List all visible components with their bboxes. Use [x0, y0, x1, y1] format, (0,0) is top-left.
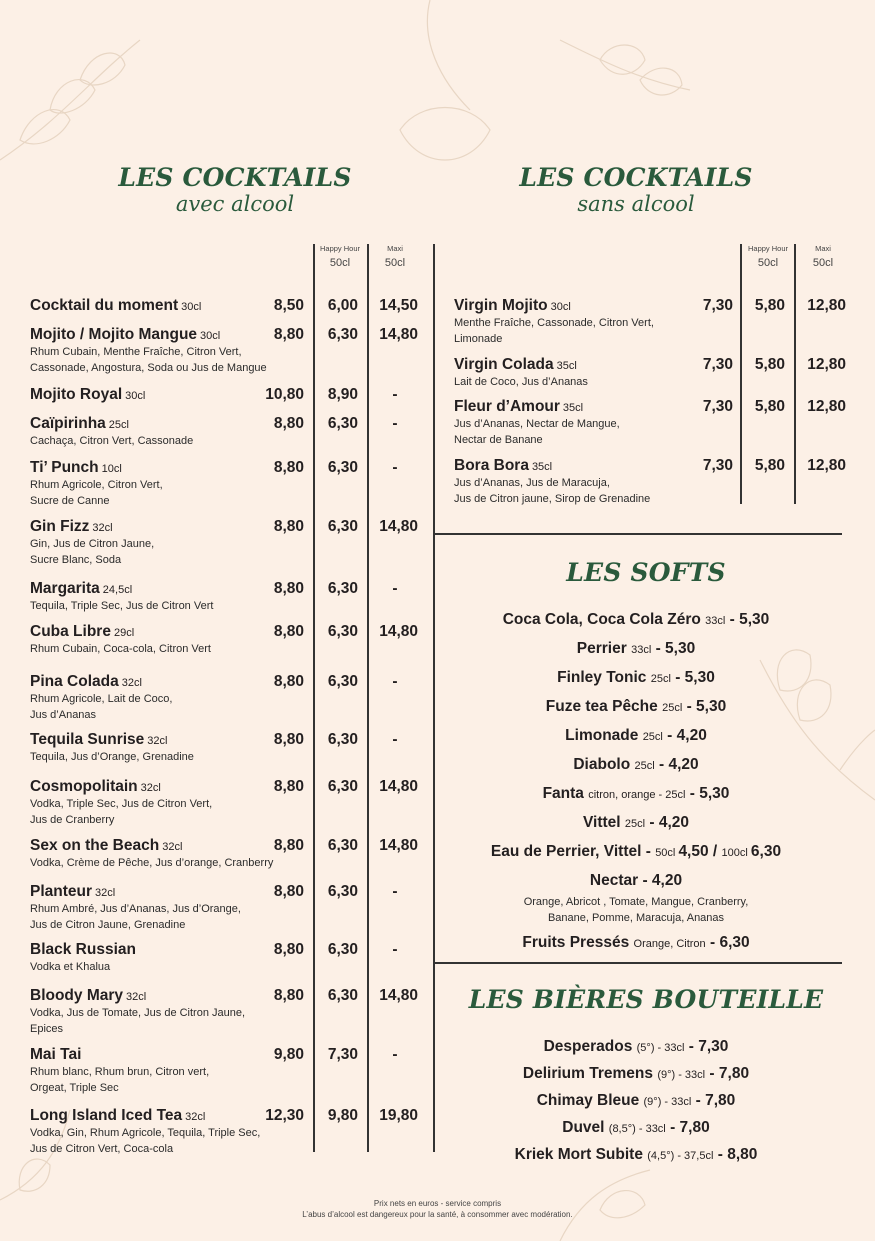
item-name — [30, 883, 115, 902]
label-text: Chimay Bleue — [536, 1092, 644, 1109]
item-name-text: Mojito / Mojito Mangue — [30, 326, 198, 343]
price-happy-hour: 6,30 — [327, 580, 358, 597]
item-description: Rhum Ambré, Jus d’Ananas, Jus d’Orange, — [30, 903, 241, 915]
price-line — [436, 780, 836, 809]
item-volume: 35cl — [562, 402, 584, 414]
label-text: - 8,80 — [713, 1146, 758, 1163]
item-name-text: Long Island Iced Tea — [30, 1107, 183, 1124]
price-regular: 8,80 — [273, 580, 304, 597]
price-happy-hour: 5,80 — [754, 297, 785, 314]
maxi-column-header — [369, 244, 421, 269]
price-line — [436, 867, 836, 894]
footer-alcohol-warning: L’abus d’alcool est dangereux pour la santé, à consommer avec modération. — [302, 1210, 573, 1219]
item-description: Rhum Agricole, Lait de Coco, — [30, 693, 173, 705]
item-description: Gin, Jus de Citron Jaune, — [30, 538, 155, 550]
column-divider — [740, 244, 742, 504]
cocktails-alcool-title — [30, 163, 440, 216]
softs-list — [436, 606, 836, 958]
price-happy-hour: 5,80 — [754, 457, 785, 474]
header-volume: 50cl — [384, 257, 406, 269]
detail-text: 25cl — [650, 673, 671, 685]
label-text: - 5,30 — [670, 669, 715, 686]
item-description: Jus de Citron jaune, Sirop de Grenadine — [454, 492, 651, 505]
label-text: Limonade — [565, 727, 643, 744]
item-description: Menthe Fraîche, Cassonade, Citron Vert, — [454, 317, 654, 329]
detail-text: Orange, Citron — [633, 938, 706, 950]
price-line — [436, 751, 836, 780]
price-maxi: - — [392, 386, 398, 403]
item-volume: 32cl — [185, 1111, 206, 1123]
price-maxi: 14,80 — [379, 518, 418, 535]
price-line — [436, 635, 836, 664]
price-maxi: 14,80 — [379, 987, 418, 1004]
item-volume: 32cl — [121, 677, 142, 689]
section-title: LES COCKTAILS — [519, 163, 753, 192]
header-label: Happy Hour — [319, 244, 361, 253]
price-regular: 7,30 — [702, 398, 733, 415]
item-description: Sucre de Canne — [30, 494, 110, 507]
item-description: Cassonade, Angostura, Soda ou Jus de Mangue — [30, 361, 267, 374]
price-happy-hour: 6,30 — [327, 941, 358, 958]
item-description: Nectar de Banane — [454, 433, 543, 446]
item-volume: 32cl — [162, 841, 183, 853]
price-happy-hour: 9,80 — [327, 1107, 358, 1124]
item-name-text: Fleur d’Amour — [454, 398, 560, 415]
detail-text: (9°) - 33cl — [657, 1069, 706, 1081]
detail-text: (5°) - 33cl — [636, 1042, 685, 1054]
price-happy-hour: 5,80 — [754, 398, 785, 415]
detail-text: 25cl — [662, 702, 683, 714]
item-name — [30, 459, 122, 478]
price-line — [436, 664, 836, 693]
label-text: - 4,20 — [654, 756, 699, 773]
item-name — [454, 457, 552, 476]
item-name-text: Pina Colada — [30, 673, 119, 690]
section-divider — [433, 533, 842, 535]
label-text: - 5,30 — [725, 611, 770, 628]
price-maxi: 12,80 — [807, 457, 846, 474]
label-text: - 4,20 — [645, 814, 690, 831]
header-label: Maxi — [815, 244, 831, 253]
item-name — [454, 297, 571, 316]
item-description: Jus d’Ananas — [30, 708, 97, 721]
price-maxi: 12,80 — [807, 356, 846, 373]
happy-hour-column-header — [313, 244, 367, 269]
price-happy-hour: 6,30 — [327, 623, 358, 640]
price-maxi: - — [392, 731, 398, 748]
item-name-text: Mai Tai — [30, 1046, 82, 1063]
detail-text: 25cl — [642, 731, 663, 743]
label-text: Coca Cola, Coca Cola Zéro — [502, 611, 706, 628]
item-description: Jus de Citron Vert, Coca-cola — [30, 1142, 174, 1155]
price-regular: 9,80 — [273, 1046, 304, 1063]
column-divider — [794, 244, 796, 504]
price-maxi: - — [392, 459, 398, 476]
item-name — [30, 518, 113, 537]
price-regular: 8,80 — [273, 837, 304, 854]
item-description: Jus d’Ananas, Jus de Maracuja, — [454, 477, 610, 489]
item-name-text: Cosmopolitain — [30, 778, 138, 795]
column-divider — [367, 244, 369, 1152]
item-description: Vodka, Crème de Pêche, Jus d’orange, Cranberry — [30, 857, 274, 869]
price-happy-hour: 5,80 — [754, 356, 785, 373]
price-maxi: 12,80 — [807, 297, 846, 314]
price-line — [436, 606, 836, 635]
detail-text: (4,5°) - 37,5cl — [647, 1150, 714, 1162]
label-text: - 7,80 — [665, 1119, 710, 1136]
label-text: Desperados — [543, 1038, 637, 1055]
item-description: Rhum Cubain, Coca-cola, Citron Vert — [30, 643, 211, 655]
header-volume: 50cl — [812, 257, 834, 269]
item-name-text: Cuba Libre — [30, 623, 111, 640]
price-regular: 8,80 — [273, 941, 304, 958]
item-description: Limonade — [454, 332, 503, 345]
price-regular: 7,30 — [702, 297, 733, 314]
detail-text: 25cl — [634, 760, 655, 772]
header-label: Happy Hour — [747, 244, 789, 253]
item-description: Jus d’Ananas, Nectar de Mangue, — [454, 418, 620, 430]
detail-text: 33cl — [705, 615, 726, 627]
item-volume: 29cl — [113, 627, 135, 639]
label-text: Eau de Perrier, Vittel - — [490, 843, 656, 860]
item-name — [30, 778, 161, 797]
footer — [0, 1198, 875, 1220]
cocktails-sans-alcool-title — [436, 163, 836, 216]
item-name-text: Bora Bora — [454, 457, 529, 474]
label-text: - 5,30 — [651, 640, 696, 657]
label-text: Delirium Tremens — [522, 1065, 658, 1082]
price-happy-hour: 6,30 — [327, 518, 358, 535]
price-regular: 8,80 — [273, 415, 304, 432]
item-name — [30, 326, 220, 345]
price-maxi: 14,50 — [379, 297, 418, 314]
item-name — [30, 987, 146, 1006]
section-title: LES COCKTAILS — [118, 163, 352, 192]
price-regular: 7,30 — [702, 457, 733, 474]
label-text: Fanta — [542, 785, 589, 802]
item-description: Rhum blanc, Rhum brun, Citron vert, — [30, 1066, 210, 1078]
softs-title — [436, 558, 856, 587]
item-description: Vodka et Khalua — [30, 961, 111, 973]
detail-text: 33cl — [631, 644, 652, 656]
price-happy-hour: 6,30 — [327, 778, 358, 795]
price-regular: 8,80 — [273, 731, 304, 748]
price-maxi: - — [392, 883, 398, 900]
item-name-text: Planteur — [30, 883, 93, 900]
item-name — [30, 623, 134, 642]
price-happy-hour: 6,30 — [327, 987, 358, 1004]
item-description: Vodka, Triple Sec, Jus de Citron Vert, — [30, 798, 213, 810]
item-description: Tequila, Jus d’Orange, Grenadine — [30, 751, 194, 763]
item-name — [30, 297, 201, 316]
label-text: Diabolo — [573, 756, 635, 773]
label-text: - 7,80 — [691, 1092, 736, 1109]
price-regular: 10,80 — [265, 386, 304, 403]
price-happy-hour: 6,30 — [327, 459, 358, 476]
price-line — [436, 1061, 836, 1088]
item-description: Jus de Citron Jaune, Grenadine — [30, 918, 186, 931]
detail-text: (8,5°) - 33cl — [608, 1123, 666, 1135]
item-description: Rhum Cubain, Menthe Fraîche, Citron Vert, — [30, 346, 242, 358]
label-text: Perrier — [576, 640, 632, 657]
item-name-text: Margarita — [30, 580, 100, 597]
item-name — [454, 398, 583, 417]
price-maxi: 14,80 — [379, 778, 418, 795]
item-volume: 32cl — [126, 991, 147, 1003]
label-text: 6,30 — [750, 843, 782, 860]
item-description: Rhum Agricole, Citron Vert, — [30, 479, 163, 491]
item-name-text: Virgin Colada — [454, 356, 554, 373]
section-title: LES BIÈRES BOUTEILLE — [468, 985, 824, 1014]
item-volume: 30cl — [125, 390, 146, 402]
item-volume: 30cl — [200, 330, 221, 342]
detail-text: 25cl — [624, 818, 646, 830]
price-maxi: - — [392, 415, 398, 432]
price-maxi: 12,80 — [807, 398, 846, 415]
item-volume: 32cl — [140, 782, 161, 794]
price-regular: 8,80 — [273, 673, 304, 690]
item-volume: 35cl — [531, 461, 553, 473]
footer-prices-note: Prix nets en euros - service compris — [373, 1199, 502, 1208]
item-name-text: Cocktail du moment — [30, 297, 179, 314]
section-divider — [433, 962, 842, 964]
bieres-title — [436, 985, 856, 1014]
price-line — [436, 1115, 836, 1142]
price-happy-hour: 7,30 — [327, 1046, 358, 1063]
detail-text: 50cl — [655, 847, 679, 859]
item-name — [30, 837, 182, 856]
label-text: - 7,30 — [684, 1038, 729, 1055]
section-subtitle: sans alcool — [577, 192, 695, 216]
price-happy-hour: 6,30 — [327, 326, 358, 343]
price-regular: 8,80 — [273, 459, 304, 476]
item-description: Lait de Coco, Jus d’Ananas — [454, 376, 588, 388]
price-line — [436, 693, 836, 722]
price-line — [436, 1088, 836, 1115]
item-name-text: Ti’ Punch — [30, 459, 99, 476]
price-happy-hour: 6,30 — [327, 883, 358, 900]
header-volume: 50cl — [329, 257, 351, 269]
price-maxi: 14,80 — [379, 623, 418, 640]
item-description: Cachaça, Citron Vert, Cassonade — [30, 435, 194, 447]
column-divider — [313, 244, 315, 1152]
label-text: Kriek Mort Subite — [514, 1146, 648, 1163]
label-text: - 7,80 — [705, 1065, 750, 1082]
label-text: Nectar - 4,20 — [589, 872, 683, 889]
price-line-description: Banane, Pomme, Maracuja, Ananas — [547, 912, 725, 924]
item-name — [30, 941, 136, 959]
item-volume: 25cl — [108, 419, 129, 431]
item-name — [30, 1107, 205, 1126]
price-maxi: - — [392, 1046, 398, 1063]
price-happy-hour: 6,30 — [327, 837, 358, 854]
price-line — [436, 838, 836, 867]
price-maxi: 14,80 — [379, 837, 418, 854]
item-name — [454, 356, 577, 375]
item-volume: 35cl — [556, 360, 577, 372]
item-description: Epices — [30, 1022, 64, 1035]
price-line — [436, 1142, 836, 1169]
price-regular: 12,30 — [265, 1107, 304, 1124]
price-regular: 8,80 — [273, 883, 304, 900]
price-maxi: - — [392, 673, 398, 690]
label-text: Fuze tea Pêche — [545, 698, 663, 715]
item-description: Vodka, Jus de Tomate, Jus de Citron Jaune, — [30, 1007, 246, 1019]
item-volume: 30cl — [181, 301, 202, 313]
label-text: Duvel — [562, 1119, 609, 1136]
price-happy-hour: 8,90 — [327, 386, 358, 403]
label-text: Vittel — [582, 814, 625, 831]
price-line — [436, 722, 836, 751]
item-description: Sucre Blanc, Soda — [30, 553, 122, 566]
price-regular: 8,50 — [273, 297, 304, 314]
label-text: 4,50 / — [678, 843, 722, 860]
item-volume: 32cl — [147, 735, 168, 747]
price-maxi: 14,80 — [379, 326, 418, 343]
item-description: Vodka, Gin, Rhum Agricole, Tequila, Triple Sec, — [30, 1127, 261, 1139]
item-volume: 10cl — [101, 463, 122, 475]
label-text: - 4,20 — [662, 727, 707, 744]
item-name-text: Sex on the Beach — [30, 837, 160, 854]
item-volume: 30cl — [550, 301, 571, 313]
header-volume: 50cl — [757, 257, 779, 269]
price-regular: 8,80 — [273, 987, 304, 1004]
price-happy-hour: 6,30 — [327, 415, 358, 432]
item-description: Tequila, Triple Sec, Jus de Citron Vert — [30, 600, 214, 612]
item-description: Jus de Cranberry — [30, 813, 115, 826]
label-text: Finley Tonic — [557, 669, 651, 686]
price-regular: 7,30 — [702, 356, 733, 373]
section-title: LES SOFTS — [566, 558, 726, 587]
price-happy-hour: 6,30 — [327, 731, 358, 748]
price-regular: 8,80 — [273, 518, 304, 535]
price-line — [436, 929, 836, 958]
label-text: - 6,30 — [705, 934, 750, 951]
price-happy-hour: 6,30 — [327, 673, 358, 690]
label-text: Fruits Pressés — [522, 934, 634, 951]
detail-text: (9°) - 33cl — [643, 1096, 692, 1108]
item-name-text: Gin Fizz — [30, 518, 90, 535]
happy-hour-column-header — [741, 244, 795, 269]
section-subtitle: avec alcool — [175, 192, 295, 216]
detail-text: 100cl — [721, 847, 751, 859]
item-name-text: Mojito Royal — [30, 386, 123, 403]
item-name — [30, 415, 129, 434]
label-text: - 5,30 — [685, 785, 730, 802]
item-name — [30, 580, 132, 599]
item-name-text: Bloody Mary — [30, 987, 124, 1004]
item-name — [30, 731, 167, 750]
item-volume: 32cl — [92, 522, 113, 534]
bieres-list — [436, 1034, 836, 1169]
price-line — [436, 809, 836, 838]
detail-text: citron, orange - 25cl — [588, 789, 686, 801]
price-maxi: - — [392, 941, 398, 958]
item-volume: 24,5cl — [102, 584, 133, 596]
item-name — [30, 1046, 81, 1064]
label-text: - 5,30 — [682, 698, 727, 715]
item-description: Orgeat, Triple Sec — [30, 1081, 119, 1094]
price-line — [436, 1034, 836, 1061]
price-maxi: 19,80 — [379, 1107, 418, 1124]
column-divider — [433, 244, 435, 1152]
item-name — [30, 386, 145, 405]
item-name-text: Virgin Mojito — [454, 297, 548, 314]
maxi-column-header — [797, 244, 849, 269]
price-line-description: Orange, Abricot , Tomate, Mangue, Cranberry, — [523, 896, 749, 908]
price-regular: 8,80 — [273, 623, 304, 640]
item-name — [30, 673, 142, 692]
price-maxi: - — [392, 580, 398, 597]
item-name-text: Black Russian — [30, 941, 136, 958]
item-volume: 32cl — [95, 887, 116, 899]
item-name-text: Caïpirinha — [30, 415, 106, 432]
item-name-text: Tequila Sunrise — [30, 731, 145, 748]
price-regular: 8,80 — [273, 326, 304, 343]
header-label: Maxi — [387, 244, 403, 253]
price-happy-hour: 6,00 — [327, 297, 358, 314]
price-regular: 8,80 — [273, 778, 304, 795]
